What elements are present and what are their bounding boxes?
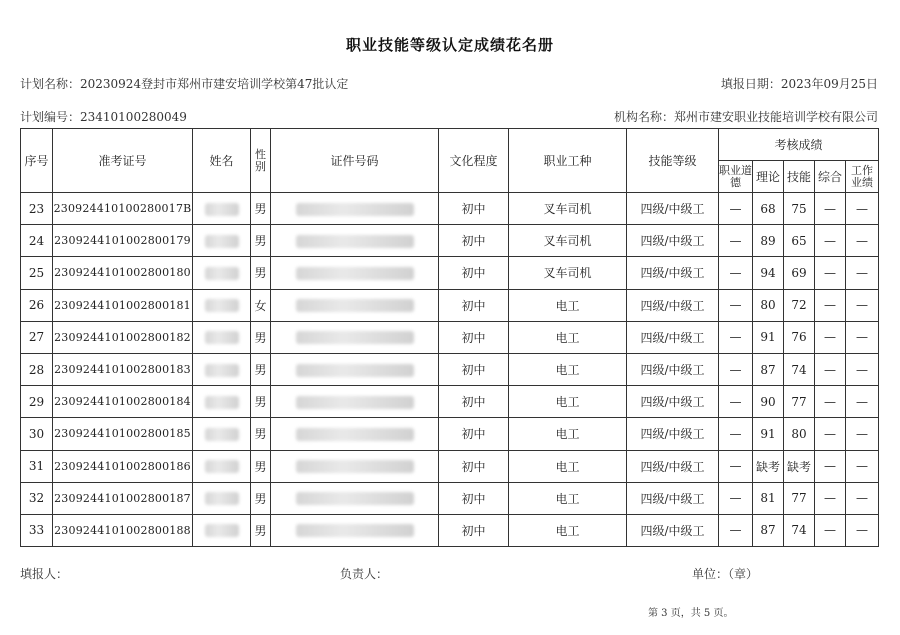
table-row [21, 257, 879, 289]
cell-theory: 91 [753, 321, 784, 353]
cell-exam-number: 2309244101002800179 [53, 225, 193, 257]
cell-skill: 80 [784, 418, 815, 450]
header-ethics: 职业道德 [719, 161, 753, 193]
table-row [21, 514, 879, 546]
redaction-blur [205, 235, 239, 248]
cell-name-redacted [193, 225, 251, 257]
cell-ethics: — [719, 257, 753, 289]
cell-performance: — [846, 353, 879, 385]
table-row [21, 353, 879, 385]
cell-ethics: — [719, 321, 753, 353]
cell-overall: — [815, 418, 846, 450]
redaction-blur [296, 524, 414, 537]
cell-skill-level: 四级/中级工 [627, 225, 719, 257]
plan-name: 计划名称：20230924登封市郑州市建安培训学校第47批认定 [20, 77, 349, 91]
cell-seq: 24 [21, 225, 53, 257]
cell-id-number-redacted [271, 418, 439, 450]
redaction-blur [205, 428, 239, 441]
cell-name-redacted [193, 353, 251, 385]
cell-seq: 30 [21, 418, 53, 450]
cell-performance: — [846, 193, 879, 225]
cell-skill: 72 [784, 289, 815, 321]
cell-overall: — [815, 257, 846, 289]
cell-gender: 男 [251, 418, 271, 450]
cell-education: 初中 [439, 353, 509, 385]
cell-skill-level: 四级/中级工 [627, 193, 719, 225]
header-skill-level: 技能等级 [627, 129, 719, 193]
cell-id-number-redacted [271, 450, 439, 482]
table-row [21, 450, 879, 482]
cell-theory: 87 [753, 514, 784, 546]
cell-skill-level: 四级/中级工 [627, 450, 719, 482]
cell-overall: — [815, 514, 846, 546]
table-row [21, 482, 879, 514]
header-overall: 综合 [815, 161, 846, 193]
cell-skill-level: 四级/中级工 [627, 482, 719, 514]
cell-theory: 80 [753, 289, 784, 321]
header-gender: 性别 [251, 129, 271, 193]
redaction-blur [205, 267, 239, 280]
cell-gender: 男 [251, 450, 271, 482]
table-row [21, 193, 879, 225]
redaction-blur [205, 460, 239, 473]
redaction-blur [296, 428, 414, 441]
cell-name-redacted [193, 482, 251, 514]
redaction-blur [296, 331, 414, 344]
redaction-blur [296, 235, 414, 248]
cell-seq: 32 [21, 482, 53, 514]
cell-overall: — [815, 386, 846, 418]
cell-gender: 男 [251, 257, 271, 289]
cell-occupation: 电工 [509, 289, 627, 321]
cell-id-number-redacted [271, 482, 439, 514]
cell-id-number-redacted [271, 514, 439, 546]
redaction-blur [205, 492, 239, 505]
cell-seq: 33 [21, 514, 53, 546]
cell-overall: — [815, 450, 846, 482]
cell-occupation: 叉车司机 [509, 257, 627, 289]
cell-name-redacted [193, 321, 251, 353]
cell-exam-number: 2309244101002800184 [53, 386, 193, 418]
cell-gender: 男 [251, 321, 271, 353]
cell-ethics: — [719, 353, 753, 385]
cell-gender: 男 [251, 386, 271, 418]
organization-name: 机构名称：郑州市建安职业技能培训学校有限公司 [613, 110, 878, 124]
cell-exam-number: 2309244101002800188 [53, 514, 193, 546]
responsible-label: 负责人： [340, 567, 389, 581]
cell-seq: 26 [21, 289, 53, 321]
cell-performance: — [846, 450, 879, 482]
cell-skill-level: 四级/中级工 [627, 289, 719, 321]
cell-performance: — [846, 225, 879, 257]
cell-theory: 68 [753, 193, 784, 225]
cell-education: 初中 [439, 386, 509, 418]
cell-education: 初中 [439, 514, 509, 546]
cell-performance: — [846, 482, 879, 514]
redaction-blur [296, 492, 414, 505]
cell-id-number-redacted [271, 193, 439, 225]
score-table [20, 128, 879, 547]
cell-theory: 缺考 [753, 450, 784, 482]
cell-name-redacted [193, 257, 251, 289]
redaction-blur [296, 396, 414, 409]
redaction-blur [205, 364, 239, 377]
page-title: 职业技能等级认定成绩花名册 [345, 36, 554, 54]
redaction-blur [205, 524, 239, 537]
cell-name-redacted [193, 450, 251, 482]
cell-gender: 男 [251, 514, 271, 546]
header-seq: 序号 [21, 129, 53, 193]
cell-exam-number: 2309244101002800183 [53, 353, 193, 385]
redaction-blur [205, 331, 239, 344]
cell-name-redacted [193, 193, 251, 225]
cell-overall: — [815, 353, 846, 385]
cell-overall: — [815, 482, 846, 514]
cell-occupation: 电工 [509, 386, 627, 418]
cell-education: 初中 [439, 257, 509, 289]
cell-skill: 75 [784, 193, 815, 225]
redaction-blur [205, 299, 239, 312]
cell-performance: — [846, 321, 879, 353]
cell-ethics: — [719, 193, 753, 225]
cell-exam-number: 2309244101002800187 [53, 482, 193, 514]
cell-name-redacted [193, 418, 251, 450]
cell-theory: 94 [753, 257, 784, 289]
fill-date: 填报日期：2023年09月25日 [720, 77, 878, 91]
cell-exam-number: 2309244101002800186 [53, 450, 193, 482]
cell-skill-level: 四级/中级工 [627, 353, 719, 385]
cell-seq: 23 [21, 193, 53, 225]
cell-education: 初中 [439, 450, 509, 482]
cell-overall: — [815, 225, 846, 257]
cell-performance: — [846, 257, 879, 289]
cell-performance: — [846, 386, 879, 418]
cell-ethics: — [719, 418, 753, 450]
cell-seq: 25 [21, 257, 53, 289]
cell-occupation: 电工 [509, 418, 627, 450]
cell-exam-number: 2309244101002800181 [53, 289, 193, 321]
unit-stamp-label: 单位：（章） [692, 567, 759, 581]
cell-id-number-redacted [271, 321, 439, 353]
header-scores: 考核成绩 [719, 129, 879, 161]
cell-skill-level: 四级/中级工 [627, 418, 719, 450]
filler-label: 填报人： [20, 567, 69, 581]
cell-overall: — [815, 289, 846, 321]
cell-skill-level: 四级/中级工 [627, 386, 719, 418]
cell-skill: 76 [784, 321, 815, 353]
header-education: 文化程度 [439, 129, 509, 193]
table-row [21, 225, 879, 257]
cell-seq: 31 [21, 450, 53, 482]
cell-overall: — [815, 193, 846, 225]
header-name: 姓名 [193, 129, 251, 193]
redaction-blur [296, 267, 414, 280]
redaction-blur [296, 460, 414, 473]
cell-theory: 91 [753, 418, 784, 450]
cell-theory: 87 [753, 353, 784, 385]
cell-id-number-redacted [271, 257, 439, 289]
cell-id-number-redacted [271, 289, 439, 321]
cell-exam-number: 2309244101002800182 [53, 321, 193, 353]
cell-theory: 90 [753, 386, 784, 418]
cell-seq: 28 [21, 353, 53, 385]
cell-gender: 男 [251, 193, 271, 225]
cell-gender: 男 [251, 353, 271, 385]
cell-gender: 女 [251, 289, 271, 321]
cell-skill: 77 [784, 386, 815, 418]
redaction-blur [205, 203, 239, 216]
cell-ethics: — [719, 289, 753, 321]
cell-ethics: — [719, 450, 753, 482]
cell-education: 初中 [439, 193, 509, 225]
cell-performance: — [846, 418, 879, 450]
table-row [21, 289, 879, 321]
cell-name-redacted [193, 386, 251, 418]
redaction-blur [296, 203, 414, 216]
cell-education: 初中 [439, 418, 509, 450]
cell-id-number-redacted [271, 386, 439, 418]
cell-performance: — [846, 289, 879, 321]
table-row [21, 321, 879, 353]
cell-exam-number: 2309244101002800185 [53, 418, 193, 450]
cell-gender: 男 [251, 225, 271, 257]
cell-id-number-redacted [271, 353, 439, 385]
redaction-blur [296, 364, 414, 377]
cell-occupation: 叉车司机 [509, 225, 627, 257]
cell-skill-level: 四级/中级工 [627, 321, 719, 353]
cell-skill-level: 四级/中级工 [627, 514, 719, 546]
cell-occupation: 电工 [509, 353, 627, 385]
cell-skill: 缺考 [784, 450, 815, 482]
cell-occupation: 叉车司机 [509, 193, 627, 225]
header-exam-number: 准考证号 [53, 129, 193, 193]
cell-education: 初中 [439, 482, 509, 514]
header-performance: 工作业绩 [846, 161, 879, 193]
header-occupation: 职业工种 [509, 129, 627, 193]
cell-gender: 男 [251, 482, 271, 514]
cell-name-redacted [193, 514, 251, 546]
cell-occupation: 电工 [509, 514, 627, 546]
redaction-blur [205, 396, 239, 409]
cell-ethics: — [719, 514, 753, 546]
cell-performance: — [846, 514, 879, 546]
cell-exam-number: 230924410100280017B [53, 193, 193, 225]
redaction-blur [296, 299, 414, 312]
cell-seq: 27 [21, 321, 53, 353]
cell-name-redacted [193, 289, 251, 321]
cell-skill-level: 四级/中级工 [627, 257, 719, 289]
cell-ethics: — [719, 386, 753, 418]
cell-skill: 74 [784, 353, 815, 385]
header-skill: 技能 [784, 161, 815, 193]
cell-skill: 69 [784, 257, 815, 289]
cell-theory: 89 [753, 225, 784, 257]
cell-occupation: 电工 [509, 450, 627, 482]
cell-seq: 29 [21, 386, 53, 418]
header-theory: 理论 [753, 161, 784, 193]
table-row [21, 418, 879, 450]
cell-skill: 77 [784, 482, 815, 514]
header-id-number: 证件号码 [271, 129, 439, 193]
cell-ethics: — [719, 482, 753, 514]
cell-occupation: 电工 [509, 321, 627, 353]
cell-skill: 65 [784, 225, 815, 257]
cell-education: 初中 [439, 225, 509, 257]
page-number: 第 3 页，共 5 页。 [648, 608, 734, 619]
cell-skill: 74 [784, 514, 815, 546]
cell-education: 初中 [439, 321, 509, 353]
cell-theory: 81 [753, 482, 784, 514]
cell-occupation: 电工 [509, 482, 627, 514]
table-row [21, 386, 879, 418]
cell-ethics: — [719, 225, 753, 257]
plan-number: 计划编号：23410100280049 [20, 110, 187, 124]
cell-education: 初中 [439, 289, 509, 321]
cell-overall: — [815, 321, 846, 353]
cell-id-number-redacted [271, 225, 439, 257]
cell-exam-number: 2309244101002800180 [53, 257, 193, 289]
